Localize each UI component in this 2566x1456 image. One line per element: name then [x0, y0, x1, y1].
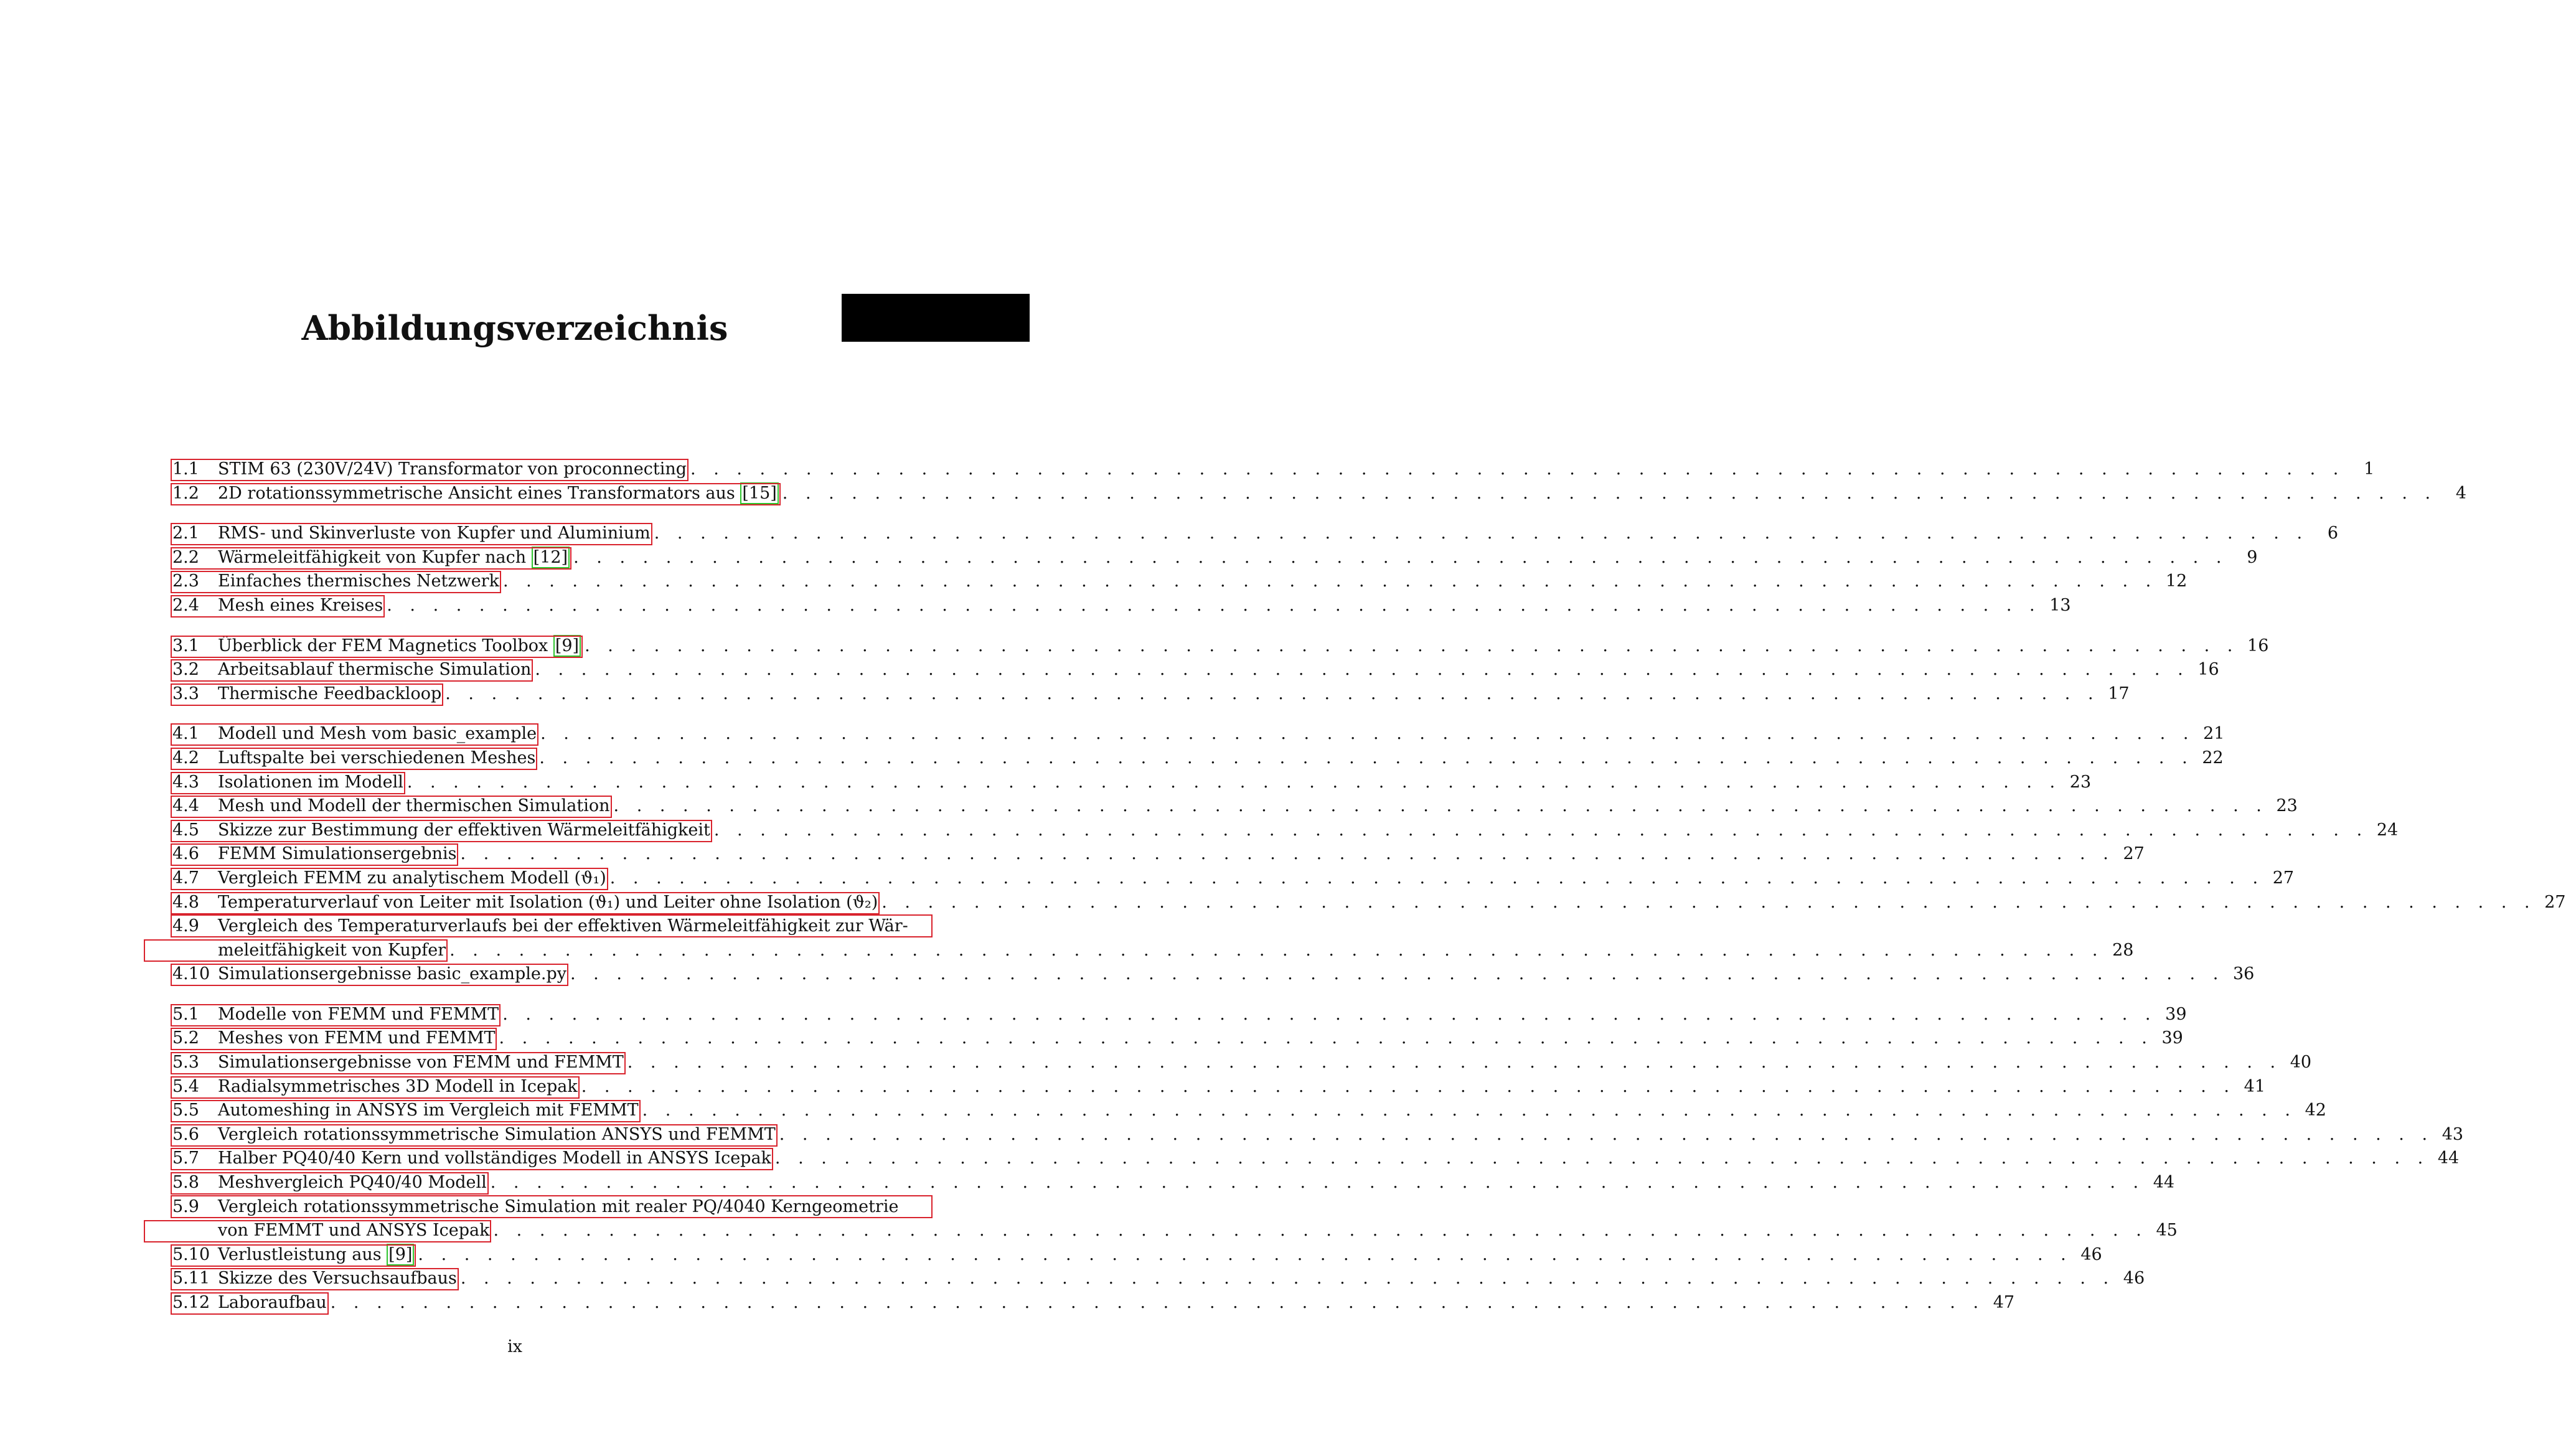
list-item[interactable] [172, 482, 2467, 506]
figure-number[interactable]: 5.4 [172, 1076, 199, 1096]
figure-number[interactable]: 4.1 [172, 724, 199, 744]
list-item[interactable] [172, 682, 2130, 707]
figure-title-text: Automeshing in ANSYS im Vergleich mit FEMMT [218, 1101, 639, 1120]
figure-title-text: Vergleich FEMM zu analytischem Modell (ϑ₁) [218, 868, 606, 888]
list-item[interactable] [172, 458, 2375, 482]
figure-title[interactable] [218, 819, 710, 843]
figure-number[interactable]: 3.3 [172, 683, 199, 703]
figure-title-text: Vergleich rotationssymmetrische Simulation mit realer PQ/4040 Kerngeometrie [218, 1196, 899, 1216]
figure-group [172, 458, 2467, 505]
figure-number[interactable]: 5.9 [172, 1196, 199, 1216]
figure-number[interactable]: 4.4 [172, 796, 199, 816]
page-reference[interactable]: 23 [2276, 796, 2298, 816]
dot-leader: . . . . . . . . . . . . . . . . . . . . . . . . . . . . . . . . . . . . . . . . . . . . . . . . . . . . . . . . . . . . . . . . . . . . . . . . [654, 524, 2309, 543]
figure-title[interactable] [218, 570, 499, 594]
figure-title[interactable] [218, 482, 779, 506]
figure-number[interactable]: 5.3 [172, 1053, 199, 1073]
page-reference[interactable]: 36 [2232, 964, 2255, 984]
dot-leader: . . . . . . . . . . . . . . . . . . . . . . . . . . . . . . . . . . . . . . . . . . . . . . . . . . . . . . . . . . . . . . . . . . . . . . . . [460, 1269, 2115, 1289]
figure-title-text: Thermische Feedbackloop [218, 683, 442, 703]
list-item[interactable] [172, 794, 2298, 819]
figure-title[interactable] [218, 1075, 578, 1099]
figure-number[interactable]: 4.3 [172, 772, 199, 792]
figure-title-text: Meshes von FEMM und FEMMT [218, 1028, 496, 1048]
dot-leader: . . . . . . . . . . . . . . . . . . . . . . . . . . . . . . . . . . . . . . . . . . . . . . . . . . . . . . . . . . . . . . . . . . . . . . . . [609, 868, 2265, 888]
list-item[interactable] [172, 1267, 2145, 1291]
list-item[interactable] [172, 522, 2339, 546]
list-item[interactable] [172, 962, 2255, 987]
figure-title[interactable] [218, 682, 441, 707]
page-reference[interactable]: 41 [2244, 1076, 2266, 1096]
figure-title[interactable] [218, 546, 570, 570]
figure-number[interactable]: 5.10 [172, 1244, 210, 1264]
citation-link[interactable]: [9] [387, 1244, 414, 1266]
figure-title-text: meleitfähigkeit von Kupfer [218, 940, 446, 960]
dot-leader: . . . . . . . . . . . . . . . . . . . . . . . . . . . . . . . . . . . . . . . . . . . . . . . . . . . . . . . . . . . . . . . . . . . . . . . . [539, 748, 2194, 768]
figure-title[interactable] [218, 794, 610, 819]
list-item[interactable] [172, 722, 2225, 746]
figure-title-text: Halber PQ40/40 Kern und vollständiges Modell in ANSYS Icepak [218, 1148, 771, 1168]
dot-leader: . . . . . . . . . . . . . . . . . . . . . . . . . . . . . . . . . . . . . . . . . . . . . . . . . . . . . . . . . . . . . . . . . . . . . . . . [540, 724, 2195, 744]
figure-title-text: Mesh eines Kreises [218, 595, 383, 615]
list-item[interactable] [172, 1291, 2015, 1315]
page-reference[interactable]: 46 [2080, 1244, 2102, 1264]
dot-leader: . . . . . . . . . . . . . . . . . . . . . . . . . . . . . . . . . . . . . . . . . . . . . . . . . . . . . . . . . . . . . . . . . . . . . . . . [490, 1173, 2145, 1193]
page-reference[interactable]: 27 [2544, 892, 2566, 912]
dot-leader: . . . . . . . . . . . . . . . . . . . . . . . . . . . . . . . . . . . . . . . . . . . . . . . . . . . . . . . . . . . . . . . . . . . . . . . . [779, 1124, 2434, 1144]
page-reference[interactable]: 44 [2153, 1173, 2175, 1193]
list-item[interactable] [172, 594, 2071, 618]
figure-title-text: Simulationsergebnisse basic_example.py [218, 964, 566, 984]
figure-number[interactable]: 1.1 [172, 459, 199, 479]
figure-title-text: FEMM Simulationsergebnis [218, 844, 457, 864]
dot-leader: . . . . . . . . . . . . . . . . . . . . . . . . . . . . . . . . . . . . . . . . . . . . . . . . . . . . . . . . . . . . . . . . . . . . . . . . [460, 844, 2115, 864]
list-item[interactable] [172, 1123, 2464, 1147]
figure-title[interactable] [218, 842, 456, 867]
dot-leader: . . . . . . . . . . . . . . . . . . . . . . . . . . . . . . . . . . . . . . . . . . . . . . . . . . . . . . . . . . . . . . . . . . . . . . . . [502, 571, 2158, 591]
page-reference[interactable]: 39 [2165, 1004, 2187, 1024]
figure-title[interactable] [218, 1051, 624, 1075]
dot-leader: . . . . . . . . . . . . . . . . . . . . . . . . . . . . . . . . . . . . . . . . . . . . . . . . . . . . . . . . . . . . . . . . . . . . . . . . [627, 1053, 2282, 1073]
page-reference[interactable]: 23 [2069, 772, 2092, 792]
figure-number[interactable]: 5.2 [172, 1028, 199, 1048]
page-reference[interactable]: 21 [2203, 724, 2225, 744]
citation-link[interactable]: [12] [532, 547, 570, 568]
list-item[interactable] [172, 867, 2295, 891]
list-item[interactable] [172, 1147, 2460, 1171]
figure-number[interactable]: 2.1 [172, 524, 199, 543]
list-item[interactable] [172, 771, 2092, 795]
dot-leader: . . . . . . . . . . . . . . . . . . . . . . . . . . . . . . . . . . . . . . . . . . . . . . . . . . . . . . . . . . . . . . . . . . . . . . . . [570, 964, 2225, 984]
figure-title[interactable] [218, 1171, 487, 1195]
figure-number[interactable]: 2.3 [172, 571, 199, 591]
citation-link[interactable]: [15] [740, 482, 778, 504]
figure-number[interactable]: 5.8 [172, 1173, 199, 1193]
figure-title[interactable] [218, 939, 446, 963]
figure-title[interactable] [218, 1147, 771, 1171]
page-reference[interactable]: 27 [2272, 868, 2295, 888]
figure-title-text: STIM 63 (230V/24V) Transformator von proconnecting [218, 459, 687, 479]
figure-title[interactable] [218, 891, 878, 915]
figure-title[interactable] [218, 1123, 776, 1147]
list-item[interactable] [172, 746, 2224, 771]
list-item[interactable] [172, 1051, 2312, 1075]
figure-title[interactable] [218, 1197, 898, 1216]
page-reference[interactable]: 43 [2441, 1124, 2464, 1144]
figure-number[interactable]: 1.2 [172, 483, 199, 503]
figure-title[interactable] [218, 867, 606, 891]
page-reference[interactable]: 16 [2247, 636, 2269, 655]
dot-leader: . . . . . . . . . . . . . . . . . . . . . . . . . . . . . . . . . . . . . . . . . . . . . . . . . . . . . . . . . . . . . . . . . . . . . . . . [387, 595, 2041, 615]
figure-title-text: Vergleich rotationssymmetrische Simulation ANSYS und FEMMT [218, 1124, 776, 1144]
figure-title-text: von FEMMT und ANSYS Icepak [218, 1221, 490, 1241]
figure-number[interactable]: 4.9 [172, 916, 199, 936]
figure-title-text: Überblick der FEM Magnetics Toolbox [218, 636, 553, 655]
figure-number[interactable]: 5.1 [172, 1004, 199, 1024]
figure-title-text: Vergleich des Temperaturverlaufs bei der effektiven Wärmeleitfähigkeit zur Wär- [218, 916, 908, 936]
list-item[interactable] [172, 1099, 2326, 1123]
dot-leader: . . . . . . . . . . . . . . . . . . . . . . . . . . . . . . . . . . . . . . . . . . . . . . . . . . . . . . . . . . . . . . . . . . . . . . . . [881, 892, 2536, 912]
page-reference[interactable]: 28 [2112, 940, 2134, 960]
figure-title[interactable] [218, 746, 535, 771]
figure-title[interactable] [218, 1267, 457, 1291]
figure-title[interactable] [218, 1003, 499, 1027]
dot-leader: . . . . . . . . . . . . . . . . . . . . . . . . . . . . . . . . . . . . . . . . . . . . . . . . . . . . . . . . . . . . . . . . . . . . . . . . [613, 796, 2268, 816]
figure-title-text: Skizze zur Bestimmung der effektiven Wärmeleitfähigkeit [218, 820, 710, 840]
figure-title[interactable] [218, 962, 566, 987]
dot-leader: . . . . . . . . . . . . . . . . . . . . . . . . . . . . . . . . . . . . . . . . . . . . . . . . . . . . . . . . . . . . . . . . . . . . . . . . [407, 772, 2062, 792]
figure-title-text: Verlustleistung aus [218, 1244, 387, 1264]
figure-title-text: RMS- und Skinverluste von Kupfer und Aluminium [218, 524, 651, 543]
figure-title[interactable] [218, 594, 383, 618]
figure-number[interactable]: 3.1 [172, 636, 199, 655]
figure-number[interactable]: 3.2 [172, 660, 199, 680]
page-reference[interactable]: 13 [2049, 595, 2071, 615]
figure-title-text: Skizze des Versuchsaufbaus [218, 1269, 457, 1289]
citation-link[interactable]: [9] [553, 635, 581, 657]
figure-number[interactable]: 5.7 [172, 1148, 199, 1168]
figure-title[interactable] [218, 771, 403, 795]
page-reference[interactable]: 47 [1993, 1293, 2015, 1312]
figure-title-text: Temperaturverlauf von Leiter mit Isolation (ϑ₁) und Leiter ohne Isolation (ϑ₂) [218, 892, 878, 912]
figure-title-text: Radialsymmetrisches 3D Modell in Icepak [218, 1076, 578, 1096]
dot-leader: . . . . . . . . . . . . . . . . . . . . . . . . . . . . . . . . . . . . . . . . . . . . . . . . . . . . . . . . . . . . . . . . . . . . . . . . [499, 1028, 2153, 1048]
dot-leader: . . . . . . . . . . . . . . . . . . . . . . . . . . . . . . . . . . . . . . . . . . . . . . . . . . . . . . . . . . . . . . . . . . . . . . . . [642, 1101, 2296, 1120]
figure-group [172, 634, 2269, 707]
dot-leader: . . . . . . . . . . . . . . . . . . . . . . . . . . . . . . . . . . . . . . . . . . . . . . . . . . . . . . . . . . . . . . . . . . . . . . . . [782, 483, 2437, 503]
figure-number[interactable]: 2.4 [172, 595, 199, 615]
figure-title-text: Laboraufbau [218, 1293, 327, 1312]
figure-group [172, 522, 2339, 618]
figure-title-text: Wärmeleitfähigkeit von Kupfer nach [218, 547, 532, 567]
page-reference[interactable]: 24 [2376, 820, 2399, 840]
figure-title-text: Luftspalte bei verschiedenen Meshes [218, 748, 536, 768]
dot-leader: . . . . . . . . . . . . . . . . . . . . . . . . . . . . . . . . . . . . . . . . . . . . . . . . . . . . . . . . . . . . . . . . . . . . . . . . [535, 660, 2189, 680]
figure-title[interactable] [218, 1099, 639, 1123]
figure-title[interactable] [218, 634, 581, 659]
page-reference[interactable]: 17 [2108, 683, 2130, 703]
figure-title-text: Modell und Mesh vom basic_example [218, 724, 537, 744]
list-item[interactable] [172, 914, 2134, 962]
figure-title-text: Modelle von FEMM und FEMMT [218, 1004, 499, 1024]
dot-leader: . . . . . . . . . . . . . . . . . . . . . . . . . . . . . . . . . . . . . . . . . . . . . . . . . . . . . . . . . . . . . . . . . . . . . . . . [330, 1293, 1985, 1312]
list-item[interactable] [172, 1243, 2102, 1267]
list-item[interactable] [172, 1026, 2183, 1051]
dot-leader: . . . . . . . . . . . . . . . . . . . . . . . . . . . . . . . . . . . . . . . . . . . . . . . . . . . . . . . . . . . . . . . . . . . . . . . . [493, 1221, 2148, 1241]
dot-leader: . . . . . . . . . . . . . . . . . . . . . . . . . . . . . . . . . . . . . . . . . . . . . . . . . . . . . . . . . . . . . . . . . . . . . . . . [581, 1076, 2236, 1096]
page-reference[interactable]: 46 [2123, 1269, 2145, 1289]
figure-title[interactable] [218, 1291, 327, 1315]
figure-number[interactable]: 4.6 [172, 844, 199, 864]
figure-title[interactable] [218, 1219, 489, 1243]
page-reference[interactable]: 44 [2437, 1148, 2460, 1168]
figure-number[interactable]: 5.6 [172, 1124, 199, 1144]
page-reference[interactable]: 27 [2123, 844, 2145, 864]
list-item[interactable] [172, 1195, 2178, 1243]
figure-number[interactable]: 2.2 [172, 547, 199, 567]
dot-leader: . . . . . . . . . . . . . . . . . . . . . . . . . . . . . . . . . . . . . . . . . . . . . . . . . . . . . . . . . . . . . . . . . . . . . . . . [573, 547, 2228, 567]
list-of-figures [172, 458, 2566, 1332]
figure-number[interactable]: 4.2 [172, 748, 199, 768]
figure-number[interactable]: 4.10 [172, 964, 210, 984]
list-item[interactable] [172, 1075, 2266, 1099]
page-reference[interactable]: 9 [2247, 547, 2258, 567]
figure-title-text: Simulationsergebnisse von FEMM und FEMMT [218, 1053, 624, 1073]
list-item[interactable] [172, 546, 2258, 570]
figure-title[interactable] [218, 1026, 495, 1051]
figure-title[interactable] [218, 458, 687, 482]
figure-number[interactable]: 5.5 [172, 1101, 199, 1120]
list-item[interactable] [172, 842, 2145, 867]
figure-title-text: Meshvergleich PQ40/40 Modell [218, 1173, 487, 1193]
figure-title[interactable] [218, 658, 531, 682]
dot-leader: . . . . . . . . . . . . . . . . . . . . . . . . . . . . . . . . . . . . . . . . . . . . . . . . . . . . . . . . . . . . . . . . . . . . . . . . [418, 1244, 2072, 1264]
dot-leader: . . . . . . . . . . . . . . . . . . . . . . . . . . . . . . . . . . . . . . . . . . . . . . . . . . . . . . . . . . . . . . . . . . . . . . . . [502, 1004, 2157, 1024]
figure-group [172, 722, 2566, 987]
figure-title[interactable] [218, 916, 908, 936]
page-reference[interactable]: 40 [2290, 1053, 2312, 1073]
figure-number[interactable]: 4.8 [172, 892, 199, 912]
figure-number[interactable]: 4.5 [172, 820, 199, 840]
page-reference[interactable]: 45 [2156, 1221, 2178, 1241]
page-reference[interactable]: 39 [2161, 1028, 2183, 1048]
dot-leader: . . . . . . . . . . . . . . . . . . . . . . . . . . . . . . . . . . . . . . . . . . . . . . . . . . . . . . . . . . . . . . . . . . . . . . . . [774, 1148, 2430, 1168]
page-reference[interactable]: 1 [2364, 459, 2375, 479]
figure-title[interactable] [218, 722, 537, 746]
figure-title-text: Isolationen im Modell [218, 772, 403, 792]
dot-leader: . . . . . . . . . . . . . . . . . . . . . . . . . . . . . . . . . . . . . . . . . . . . . . . . . . . . . . . . . . . . . . . . . . . . . . . . [445, 683, 2100, 703]
figure-number[interactable]: 4.7 [172, 868, 199, 888]
figure-number[interactable]: 5.11 [172, 1269, 210, 1289]
dot-leader: . . . . . . . . . . . . . . . . . . . . . . . . . . . . . . . . . . . . . . . . . . . . . . . . . . . . . . . . . . . . . . . . . . . . . . . . [585, 636, 2239, 655]
list-item[interactable] [172, 819, 2399, 843]
figure-title-text: Arbeitsablauf thermische Simulation [218, 660, 532, 680]
figure-group [172, 1003, 2464, 1315]
dot-leader: . . . . . . . . . . . . . . . . . . . . . . . . . . . . . . . . . . . . . . . . . . . . . . . . . . . . . . . . . . . . . . . . . . . . . . . . [690, 459, 2345, 479]
figure-title[interactable] [218, 522, 651, 546]
list-item[interactable] [172, 891, 2566, 915]
list-item[interactable] [172, 634, 2269, 659]
dot-leader: . . . . . . . . . . . . . . . . . . . . . . . . . . . . . . . . . . . . . . . . . . . . . . . . . . . . . . . . . . . . . . . . . . . . . . . . [449, 940, 2104, 960]
page-reference[interactable]: 22 [2202, 748, 2224, 768]
figure-title[interactable] [218, 1243, 414, 1267]
list-item[interactable] [172, 1171, 2175, 1195]
list-item[interactable] [172, 570, 2188, 594]
list-item[interactable] [172, 1003, 2187, 1027]
page-reference[interactable]: 12 [2165, 571, 2188, 591]
figure-number[interactable]: 5.12 [172, 1293, 210, 1312]
page-title: Abbildungsverzeichnis [301, 308, 728, 348]
figure-title-text: 2D rotationssymmetrische Ansicht eines Transformators aus [218, 483, 741, 503]
figure-title-text: Einfaches thermisches Netzwerk [218, 571, 499, 591]
page-reference[interactable]: 16 [2197, 660, 2219, 680]
page-reference[interactable]: 42 [2305, 1101, 2326, 1120]
page-number: ix [507, 1337, 522, 1356]
figure-title-text: Mesh und Modell der thermischen Simulation [218, 796, 610, 816]
list-item[interactable] [172, 658, 2219, 682]
page-reference[interactable]: 6 [2327, 524, 2339, 543]
dot-leader: . . . . . . . . . . . . . . . . . . . . . . . . . . . . . . . . . . . . . . . . . . . . . . . . . . . . . . . . . . . . . . . . . . . . . . . . [713, 820, 2369, 840]
page-reference[interactable]: 4 [2455, 483, 2467, 503]
